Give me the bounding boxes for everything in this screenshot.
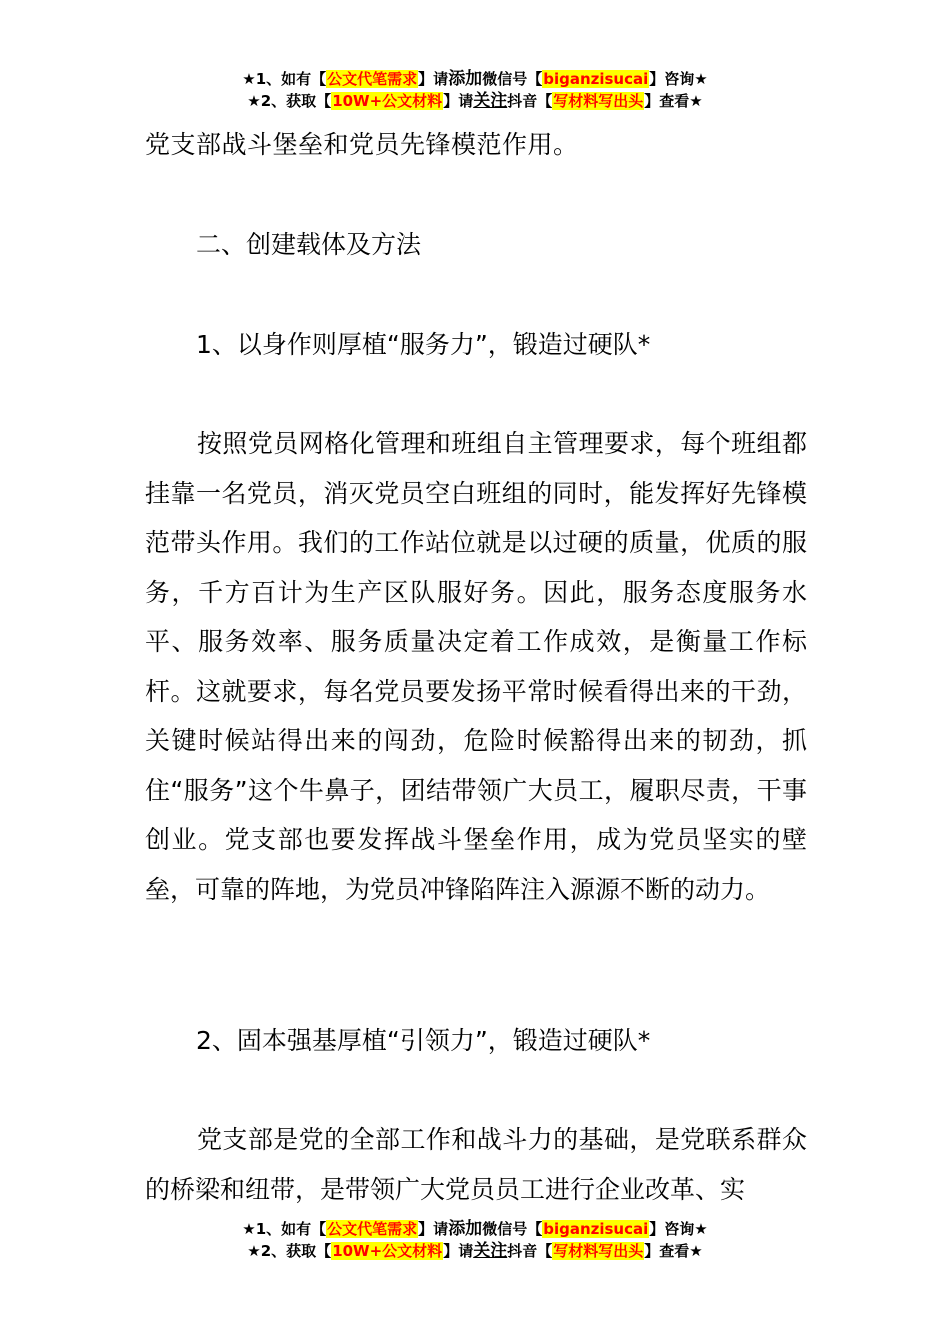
banner-line-1 <box>0 68 950 90</box>
banner-line-1-text-2: 微信号【 <box>482 70 543 88</box>
footer-line-2-highlight-douyin: 写材料写出头 <box>553 1242 644 1260</box>
footer-line-1-emphasis: 添加 <box>448 1219 483 1239</box>
banner-line-1-highlight-wechat: biganzisucai <box>543 70 649 88</box>
banner-line-2-text-2: 抖音【 <box>507 92 553 110</box>
banner-line-2-highlight-douyin: 写材料写出头 <box>553 92 644 110</box>
footer-line-1-prefix: ★1、如有【 <box>242 1220 327 1238</box>
banner-line-2-highlight-materials: 10W+公文材料 <box>332 92 443 110</box>
banner-line-1-emphasis: 添加 <box>448 69 483 89</box>
banner-line-1-highlight-service: 公文代笔需求 <box>327 70 418 88</box>
footer-line-2-highlight-materials: 10W+公文材料 <box>332 1242 443 1260</box>
banner-line-1-prefix: ★1、如有【 <box>242 70 327 88</box>
item-2-heading: 2、固本强基厚植“引领力”，锻造过硬队* <box>196 1026 651 1055</box>
footer-line-2-text: 】请 <box>443 1242 474 1260</box>
item-1-paragraph: 按照党员网格化管理和班组自主管理要求，每个班组都挂靠一名党员，消灭党员空白班组的同时，能发挥好先锋模范带头作用。我们的工作站位就是以过硬的质量，优质的服务，千方百计为生产区队服好务。因此，服务态度服务水平、服务效率、服务质量决定着工作成效，是衡量工作标杆。这就要求，每名党员要发扬平常时候看得出来的干劲，关键时候站得出来的闯劲，危险时候豁得出来的韧劲，抓住“服务”这个牛鼻子，团结带领广大员工，履职尽责，干事创业。党支部也要发挥战斗堡垒作用，成为党员坚实的壁垒，可靠的阵地，为党员冲锋陷阵注入源源不断的动力。 <box>145 429 807 904</box>
banner-line-1-text: 】请 <box>418 70 449 88</box>
item-2-paragraph: 党支部是党的全部工作和战斗力的基础，是党联系群众的桥梁和纽带，是带领广大党员员工进行企业改革、实 <box>145 1125 807 1204</box>
banner-line-2-suffix: 】查看★ <box>644 92 703 110</box>
continuation-line: 党支部战斗堡垒和党员先锋模范作用。 <box>145 130 579 159</box>
header-banner <box>0 68 950 112</box>
footer-line-1-highlight-wechat: biganzisucai <box>543 1220 649 1238</box>
banner-line-2-prefix: ★2、获取【 <box>247 92 332 110</box>
footer-line-2-emphasis: 关注 <box>473 1241 508 1261</box>
item-1-heading: 1、以身作则厚植“服务力”，锻造过硬队* <box>196 330 651 359</box>
section-heading: 二、创建载体及方法 <box>196 230 422 259</box>
footer-line-1-text: 】请 <box>418 1220 449 1238</box>
footer-banner <box>0 1218 950 1262</box>
footer-line-1-text-2: 微信号【 <box>482 1220 543 1238</box>
footer-line-2-suffix: 】查看★ <box>644 1242 703 1260</box>
footer-line-2-prefix: ★2、获取【 <box>247 1242 332 1260</box>
footer-line-1-suffix: 】咨询★ <box>649 1220 708 1238</box>
banner-line-1-suffix: 】咨询★ <box>649 70 708 88</box>
banner-line-2 <box>0 90 950 112</box>
footer-line-1-highlight-service: 公文代笔需求 <box>327 1220 418 1238</box>
banner-line-2-emphasis: 关注 <box>473 91 508 111</box>
banner-line-2-text: 】请 <box>443 92 474 110</box>
footer-line-2-text-2: 抖音【 <box>507 1242 553 1260</box>
footer-line-2 <box>0 1240 950 1262</box>
footer-line-1 <box>0 1218 950 1240</box>
